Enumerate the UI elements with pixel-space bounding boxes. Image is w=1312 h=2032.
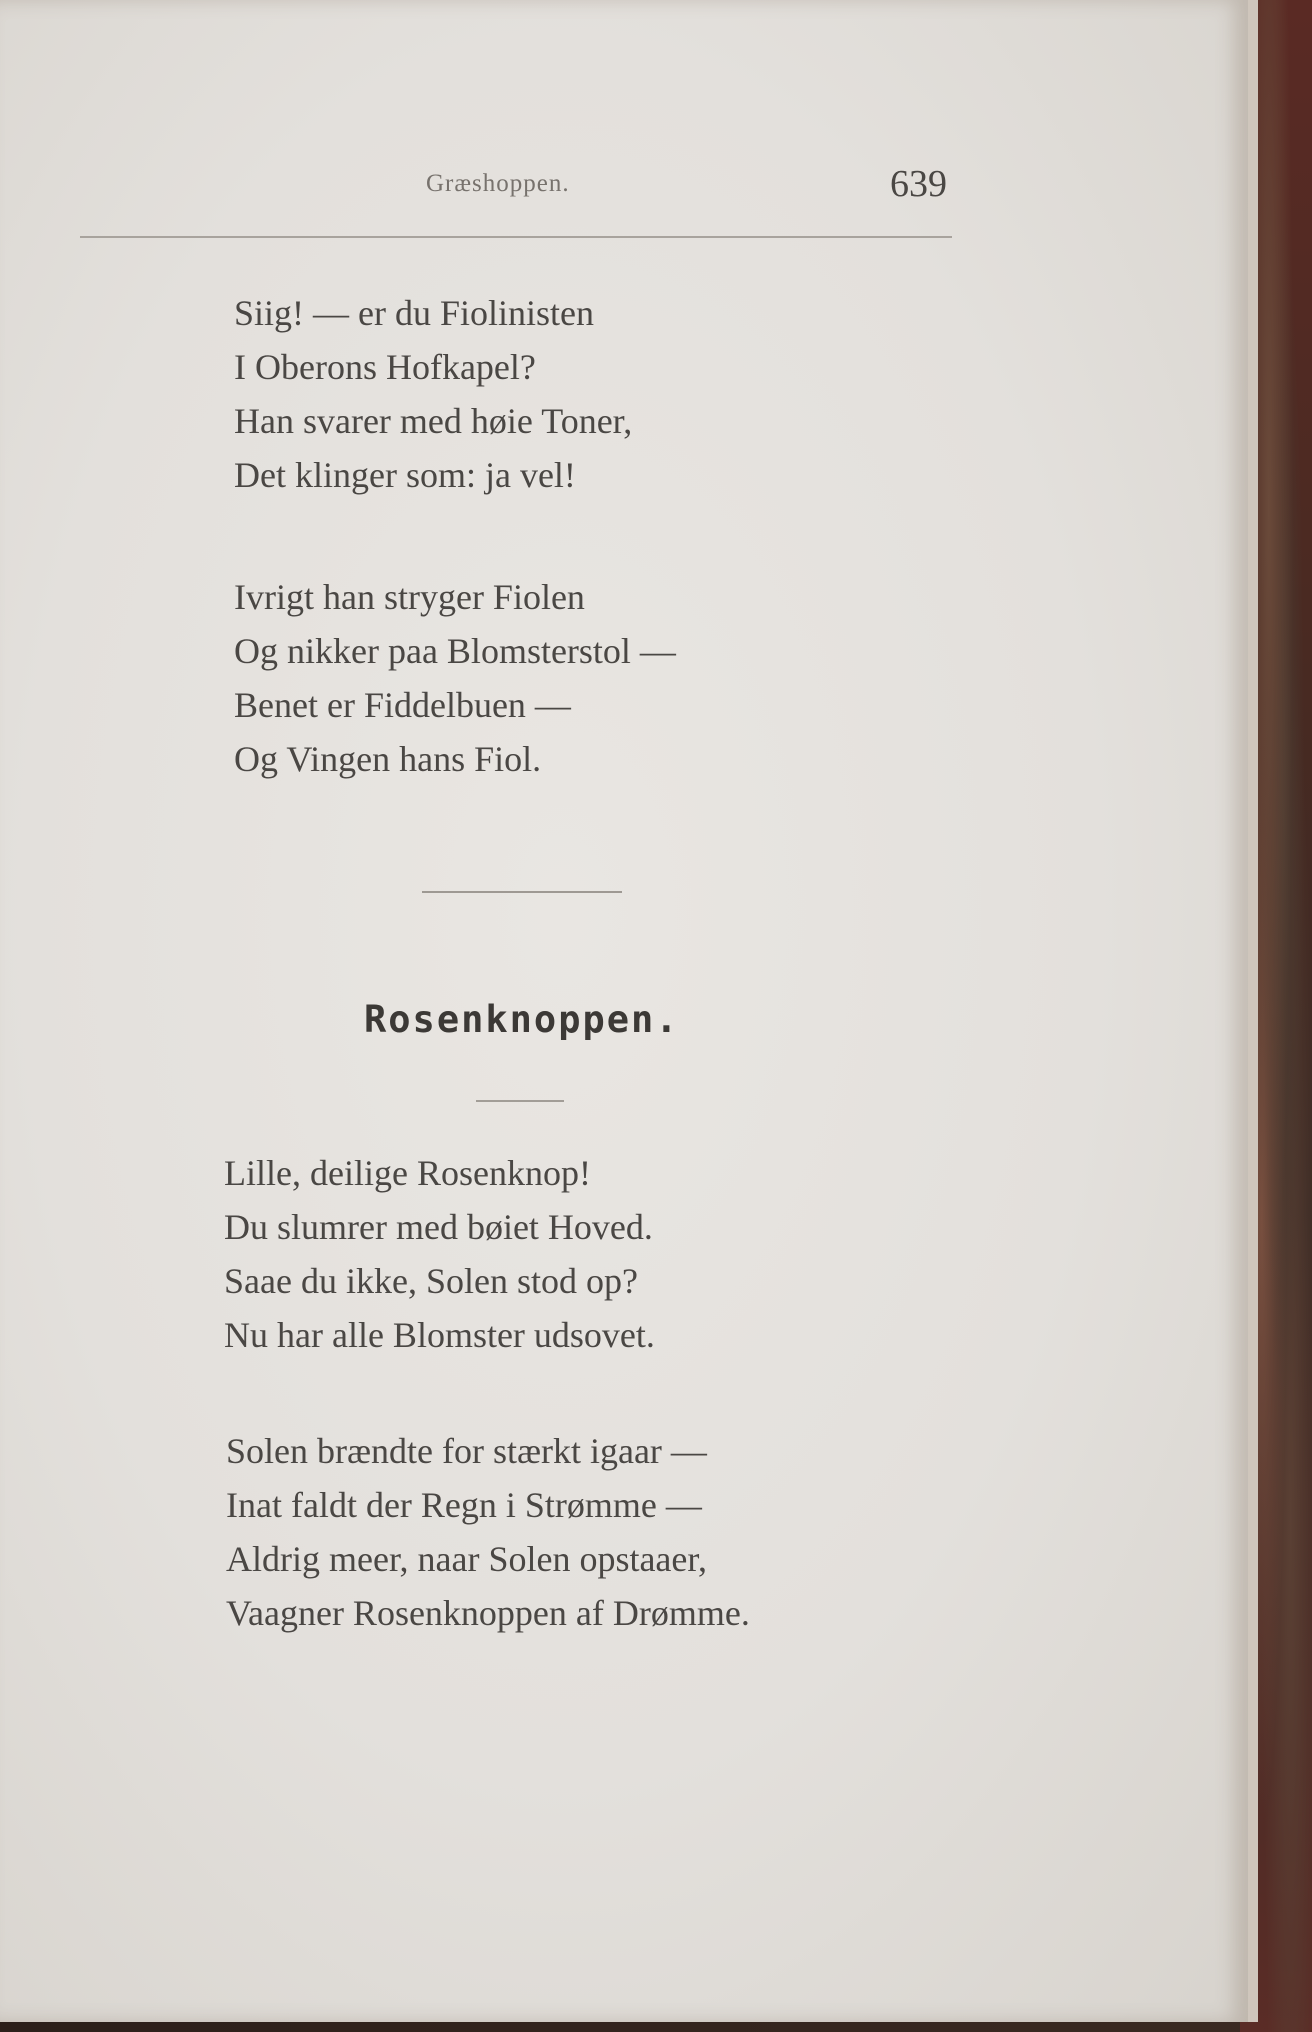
verse-line: Saae du ikke, Solen stod op? [224,1261,638,1301]
verse-line: Og nikker paa Blomsterstol — [234,631,676,671]
running-head: Græshoppen. [426,170,570,197]
verse-line: Du slumrer med bøiet Hoved. [224,1207,653,1247]
verse-line: Benet er Fiddelbuen — [234,685,571,725]
verse-line: Inat faldt der Regn i Strømme — [226,1485,702,1525]
poem-title: Rosenknoppen. [364,998,680,1041]
stanza [234,286,632,502]
title-rule [476,1100,564,1102]
stanza [226,1424,750,1640]
section-divider [422,891,622,893]
stanza [224,1146,655,1362]
verse-line: Han svarer med høie Toner, [234,401,633,441]
verse-line: Nu har alle Blomster udsovet. [224,1315,655,1355]
verse-line: I Oberons Hofkapel? [234,347,536,387]
verse-line: Aldrig meer, naar Solen opstaaer, [226,1539,707,1579]
header-rule [80,236,952,238]
stanza [234,570,676,786]
verse-line: Siig! — er du Fiolinisten [234,293,594,333]
verse-line: Det klinger som: ja vel! [234,455,576,495]
verse-line: Og Vingen hans Fiol. [234,739,542,779]
verse-line: Lille, deilige Rosenknop! [224,1153,591,1193]
verse-line: Ivrigt han stryger Fiolen [234,577,585,617]
verse-line: Solen brændte for stærkt igaar — [226,1431,707,1471]
verse-line: Vaagner Rosenknoppen af Drømme. [226,1593,750,1633]
page-number: 639 [890,163,947,205]
